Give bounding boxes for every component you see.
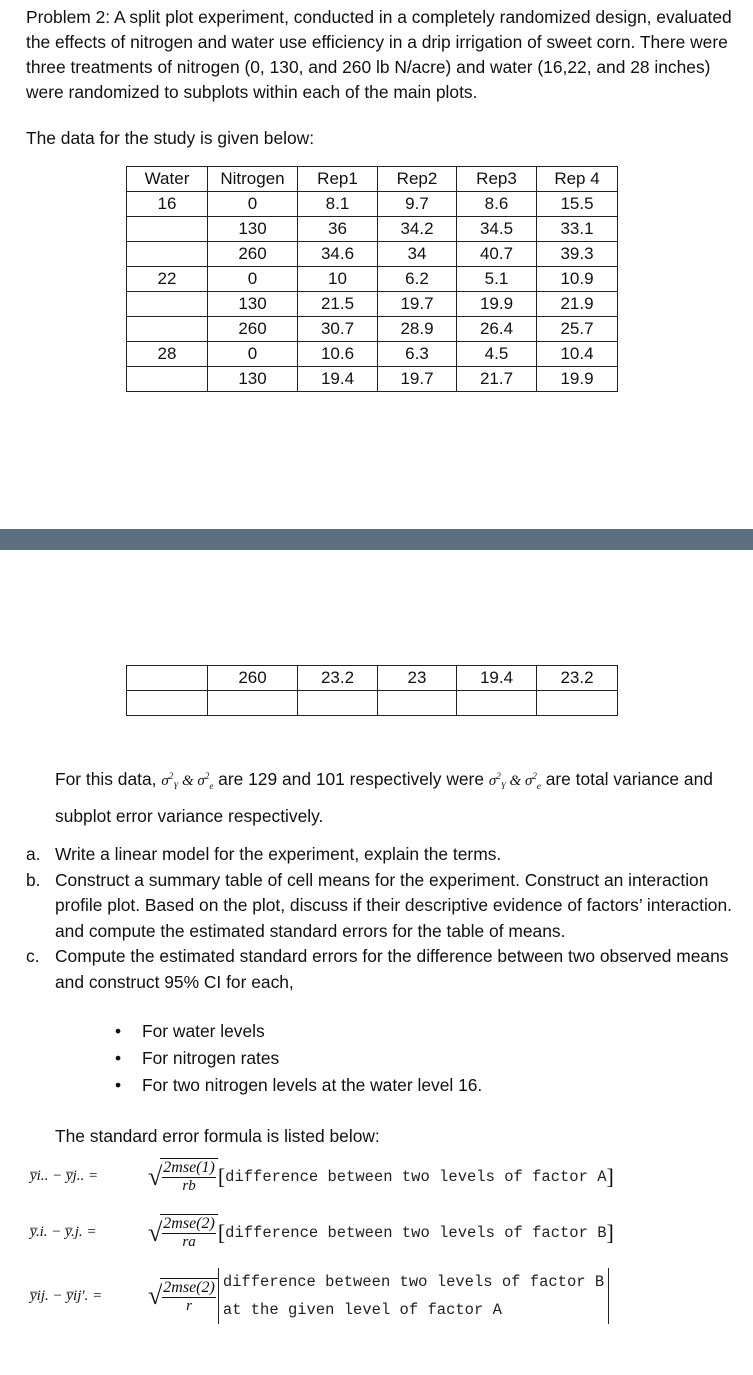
table-row xyxy=(127,317,618,342)
bullet-nitrogen: • For nitrogen rates xyxy=(115,1048,280,1068)
table-row xyxy=(127,192,618,217)
data-table-continued xyxy=(126,665,618,716)
table-cell: 23.2 xyxy=(298,666,378,691)
table-cell xyxy=(537,691,618,716)
table-cell: 40.7 xyxy=(457,242,537,267)
header-water: Water xyxy=(127,167,208,192)
table-cell: 23.2 xyxy=(537,666,618,691)
table-cell: 130 xyxy=(208,292,298,317)
data-table xyxy=(126,166,618,392)
table-cell: 19.7 xyxy=(378,292,457,317)
table-cell: 10.4 xyxy=(537,342,618,367)
question-list xyxy=(26,842,748,995)
table-cell: 0 xyxy=(208,267,298,292)
header-rep4: Rep 4 xyxy=(537,167,618,192)
table-cell: 260 xyxy=(208,242,298,267)
table-cell xyxy=(127,666,208,691)
table-cell: 8.6 xyxy=(457,192,537,217)
se-heading: The standard error formula is listed below: xyxy=(55,1126,380,1146)
table-cell: 10 xyxy=(298,267,378,292)
table-cell: 0 xyxy=(208,192,298,217)
table-cell: 36 xyxy=(298,217,378,242)
header-rep1: Rep1 xyxy=(298,167,378,192)
section-divider xyxy=(0,529,753,550)
table-cell: 26.4 xyxy=(457,317,537,342)
table-cell: 39.3 xyxy=(537,242,618,267)
table-cell: 21.5 xyxy=(298,292,378,317)
table-cell: 0 xyxy=(208,342,298,367)
table-row xyxy=(127,242,618,267)
table-cell: 10.6 xyxy=(298,342,378,367)
table-cell: 34.5 xyxy=(457,217,537,242)
table-cell: 19.7 xyxy=(378,367,457,392)
table-cell: 33.1 xyxy=(537,217,618,242)
table-cell xyxy=(127,317,208,342)
table-cell: 16 xyxy=(127,192,208,217)
table-cell xyxy=(378,691,457,716)
table-cell: 21.7 xyxy=(457,367,537,392)
table-cell xyxy=(127,691,208,716)
table-cell: 30.7 xyxy=(298,317,378,342)
table-cell: 19.9 xyxy=(537,367,618,392)
bullet-water16: • For two nitrogen levels at the water level 16. xyxy=(115,1075,483,1095)
table-cell xyxy=(127,292,208,317)
table-cell: 4.5 xyxy=(457,342,537,367)
table-cell: 28 xyxy=(127,342,208,367)
question-c: c. Compute the estimated standard errors for the difference between two observed means and construct 95% CI for each, xyxy=(26,946,729,992)
table-cell: 5.1 xyxy=(457,267,537,292)
table-cell: 34.2 xyxy=(378,217,457,242)
table-cell xyxy=(457,691,537,716)
table-row xyxy=(127,267,618,292)
table-cell: 260 xyxy=(208,666,298,691)
table-row xyxy=(127,367,618,392)
table-header-row xyxy=(127,167,618,192)
formula-factor-b: y̅.i. − y̅.j. = √ $\frac{\text{2mse(2)}}{ra}$ [ difference between two levels of factor B ] xyxy=(30,1215,614,1250)
table-cell: 19.9 xyxy=(457,292,537,317)
table-cell: 22 xyxy=(127,267,208,292)
header-rep3: Rep3 xyxy=(457,167,537,192)
table-cell xyxy=(208,691,298,716)
table-cell: 8.1 xyxy=(298,192,378,217)
table-cell: 23 xyxy=(378,666,457,691)
table-cell: 28.9 xyxy=(378,317,457,342)
table-row xyxy=(127,342,618,367)
table-cell: 21.9 xyxy=(537,292,618,317)
table-cell xyxy=(127,367,208,392)
table-cell: 25.7 xyxy=(537,317,618,342)
table-cell: 130 xyxy=(208,367,298,392)
table-row xyxy=(127,666,618,691)
table-cell: 260 xyxy=(208,317,298,342)
table-cell: 10.9 xyxy=(537,267,618,292)
table-cell xyxy=(298,691,378,716)
table-cell: 34.6 xyxy=(298,242,378,267)
table-cell: 19.4 xyxy=(298,367,378,392)
variance-note: For this data, $\sigma^2_Y$ & $\sigma^2_e$ are 129 and 101 respectively were $\sigma^2_Y$ & $\sigma^2_e$ are total variance and subplot error variance respectively. xyxy=(55,769,713,826)
table-cell: 6.3 xyxy=(378,342,457,367)
problem-statement: Problem 2: A split plot experiment, conducted in a completely randomized design, evaluated the effects of nitrogen and water use efficiency in a drip irrigation of sweet corn. There were three treatments of nitrogen (0, 130, and 260 lb N/acre) and water (16,22, and 28 inches) were randomized to subplots within each of the main plots. xyxy=(26,7,732,102)
sigma-symbols: $\sigma^2_Y$ & $\sigma^2_e$ xyxy=(488,771,541,791)
sigma-symbols: $\sigma^2_Y$ & $\sigma^2_e$ xyxy=(161,771,214,791)
table-cell: 34 xyxy=(378,242,457,267)
table-cell: 15.5 xyxy=(537,192,618,217)
question-b: b. Construct a summary table of cell means for the experiment. Construct an interaction profile plot. Based on the plot, discuss if their descriptive evidence of factors’ interaction. and compute the estimated standard errors for the table of means. xyxy=(26,869,732,941)
table-cell: 9.7 xyxy=(378,192,457,217)
table-cell xyxy=(127,217,208,242)
table-cell: 19.4 xyxy=(457,666,537,691)
formula-factor-b-given-a: y̅ij. − y̅ij'. = √ $\frac{\text{2mse(2)}}{r}$ difference between two levels of factor B at the given level of factor A xyxy=(30,1268,609,1324)
formula-factor-a: y̅i.. − y̅j.. = √ $\frac{\text{2mse(1)}}{rb}$ [ difference between two levels of factor A ] xyxy=(30,1159,614,1194)
header-rep2: Rep2 xyxy=(378,167,457,192)
table-row xyxy=(127,292,618,317)
header-nitrogen: Nitrogen xyxy=(208,167,298,192)
table-row xyxy=(127,217,618,242)
data-intro: The data for the study is given below: xyxy=(26,128,315,148)
table-row xyxy=(127,691,618,716)
bullet-water: • For water levels xyxy=(115,1021,265,1041)
table-cell: 6.2 xyxy=(378,267,457,292)
question-a: a. Write a linear model for the experiment, explain the terms. xyxy=(26,844,502,864)
table-cell: 130 xyxy=(208,217,298,242)
table-cell xyxy=(127,242,208,267)
